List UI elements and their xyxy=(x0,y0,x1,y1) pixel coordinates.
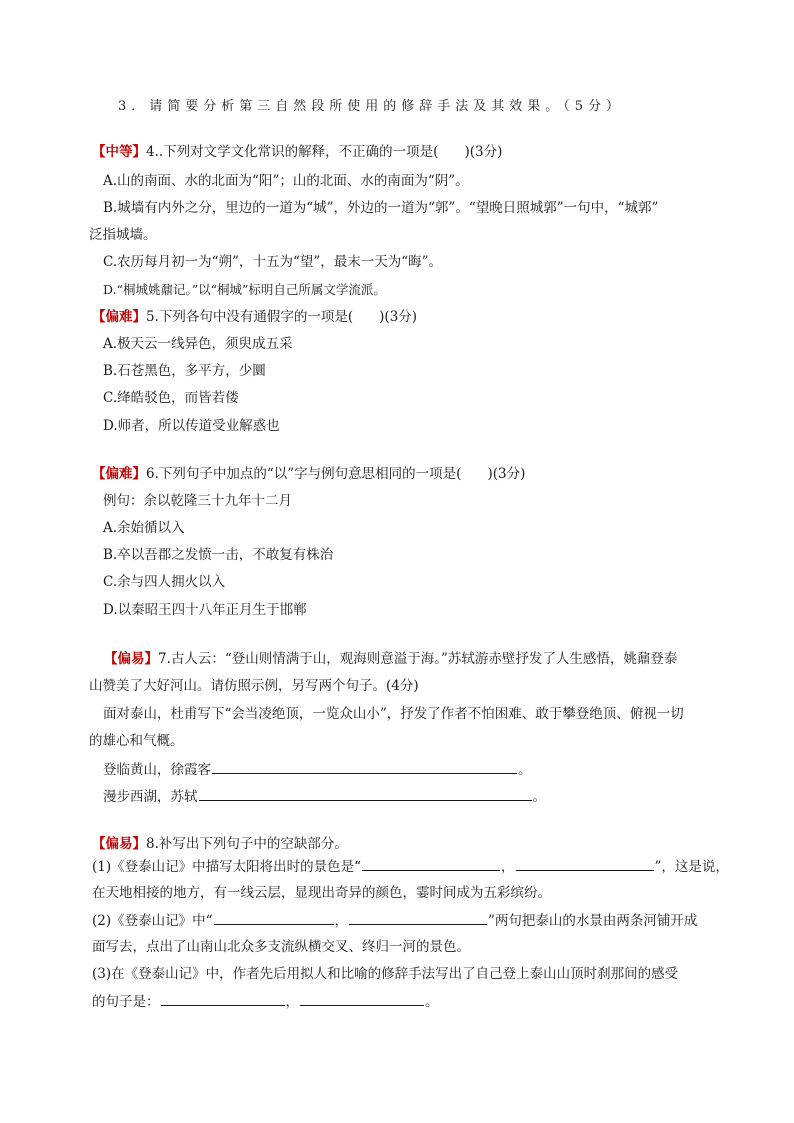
question-4-option-d: D.“桐城姚鼐记。”以“桐城”标明自己所属文学流派。 xyxy=(103,282,386,297)
part1-text-a: (1)《登泰山记》中描写太阳将出时的景色是“ xyxy=(92,859,362,875)
part3-end: 。 xyxy=(425,994,439,1010)
part2-text-b: ”两句把泰山的水景由两条河铺开成 xyxy=(488,913,698,929)
answer-blank[interactable] xyxy=(300,992,424,1006)
question-4-stem xyxy=(92,143,502,161)
question-7-stem-a: 7.古人云：“登山则情满于山，观海则意溢于海。”苏轼游赤壁抒发了人生感悟，姚鼐登泰 xyxy=(158,651,678,667)
question-6-stem xyxy=(92,465,525,483)
question-4-option-a: A.山的南面、水的北面为“阳”；山的北面、水的南面为“阴”。 xyxy=(103,173,469,189)
question-7-example-line1: 面对泰山，杜甫写下“会当凌绝顶，一览众山小”，抒发了作者不怕困难、敢于攀登绝顶、俯视一切 xyxy=(103,706,684,722)
question-4-option-b-line2: 泛指城墙。 xyxy=(89,227,157,243)
part2-comma: ， xyxy=(334,913,349,929)
question-5-option-a: A.极天云一线异色，须臾成五采 xyxy=(103,336,293,352)
difficulty-tag: 【偏难】 xyxy=(92,309,146,325)
answer-blank[interactable] xyxy=(214,911,334,925)
question-5-option-c: C.绛皓驳色，而皆若偻 xyxy=(103,390,239,406)
question-4-stem-a: 4..下列对文学文化常识的解释，不正确的一项是( xyxy=(146,144,439,160)
question-7-example-line2: 的雄心和气概。 xyxy=(89,733,184,749)
answer-blank[interactable] xyxy=(349,911,487,925)
question-4-option-c: C.农历每月初一为“朔”，十五为“望”，最末一天为“晦”。 xyxy=(103,254,443,270)
question-6-stem-b: )(3分) xyxy=(487,466,526,482)
answer-end: 。 xyxy=(532,789,546,805)
part1-comma: ， xyxy=(501,859,515,875)
answer-blank[interactable] xyxy=(516,857,654,871)
question-8-stem-text: 8.补写出下列句子中的空缺部分。 xyxy=(146,836,348,852)
question-6-option-a: A.余始循以入 xyxy=(103,520,185,536)
answer-prefix: 漫步西湖，苏轼 xyxy=(103,789,198,805)
difficulty-tag: 【偏难】 xyxy=(92,466,146,482)
part2-text-a: (2)《登泰山记》中“ xyxy=(92,913,213,929)
question-5-option-d: D.师者，所以传道受业解惑也 xyxy=(103,418,280,434)
answer-blank[interactable] xyxy=(362,857,500,871)
answer-blank[interactable] xyxy=(212,760,517,774)
question-4-option-b-line1: B.城墙有内外之分，里边的一道为“城”，外边的一道为“郭”。“望晚日照城郭”一句中，“城郭” xyxy=(103,200,659,216)
question-7-answer-line1 xyxy=(103,760,532,779)
question-8-part3-line2 xyxy=(92,992,439,1011)
question-6-option-b: B.卒以吾郡之发愤一击，不敢复有株治 xyxy=(103,547,334,563)
part3-text-a: 的句子是： xyxy=(92,994,160,1010)
answer-end: 。 xyxy=(518,762,532,778)
question-5-option-b: B.石苍黑色，多平方，少圜 xyxy=(103,363,266,379)
question-8-stem xyxy=(92,835,348,853)
question-7-stem-line2: 山赞美了大好河山。请仿照示例，另写两个句子。(4分) xyxy=(89,678,419,694)
difficulty-tag: 【偏易】 xyxy=(92,836,146,852)
answer-blank[interactable] xyxy=(161,992,285,1006)
question-3-text: 3．请简要分析第三自然段所使用的修辞手法及其效果。（5分） xyxy=(118,99,625,114)
question-3 xyxy=(118,98,624,116)
question-6-option-d: D.以秦昭王四十八年正月生于邯郸 xyxy=(103,602,307,618)
question-8-part3-line1: (3)在《登泰山记》中，作者先后用拟人和比喻的修辞手法写出了自己登上泰山山顶时刹那间的感受 xyxy=(92,966,679,982)
question-7-answer-line2 xyxy=(103,787,546,806)
difficulty-tag: 【偏易】 xyxy=(104,651,158,667)
part3-comma: ， xyxy=(285,994,299,1010)
question-6-example: 例句：余以乾隆三十九年十二月 xyxy=(103,493,292,509)
difficulty-tag: 【中等】 xyxy=(92,144,146,160)
question-6-stem-a: 6.下列句子中加点的“以”字与例句意思相同的一项是( xyxy=(146,466,462,482)
question-5-stem-a: 5.下列各句中没有通假字的一项是( xyxy=(146,309,354,325)
question-8-part2-line1 xyxy=(92,911,697,930)
question-5-stem-b: )(3分) xyxy=(379,309,418,325)
question-5-stem xyxy=(92,308,417,326)
question-8-part1-line1 xyxy=(92,857,729,876)
part1-text-b: ”，这是说， xyxy=(654,859,729,875)
question-7-stem-line1 xyxy=(104,650,677,668)
answer-blank[interactable] xyxy=(199,787,532,801)
question-4-stem-b: )(3分) xyxy=(464,144,503,160)
question-8-part2-line2: 面写去，点出了山南山北众多支流纵横交叉、终归一河的景色。 xyxy=(92,939,470,955)
answer-prefix: 登临黄山，徐霞客 xyxy=(103,762,211,778)
question-6-option-c: C.余与四人拥火以入 xyxy=(103,574,226,590)
question-8-part1-line2: 在天地相接的地方，有一线云层，显现出奇异的颜色，霎时间成为五彩缤纷。 xyxy=(92,885,551,901)
